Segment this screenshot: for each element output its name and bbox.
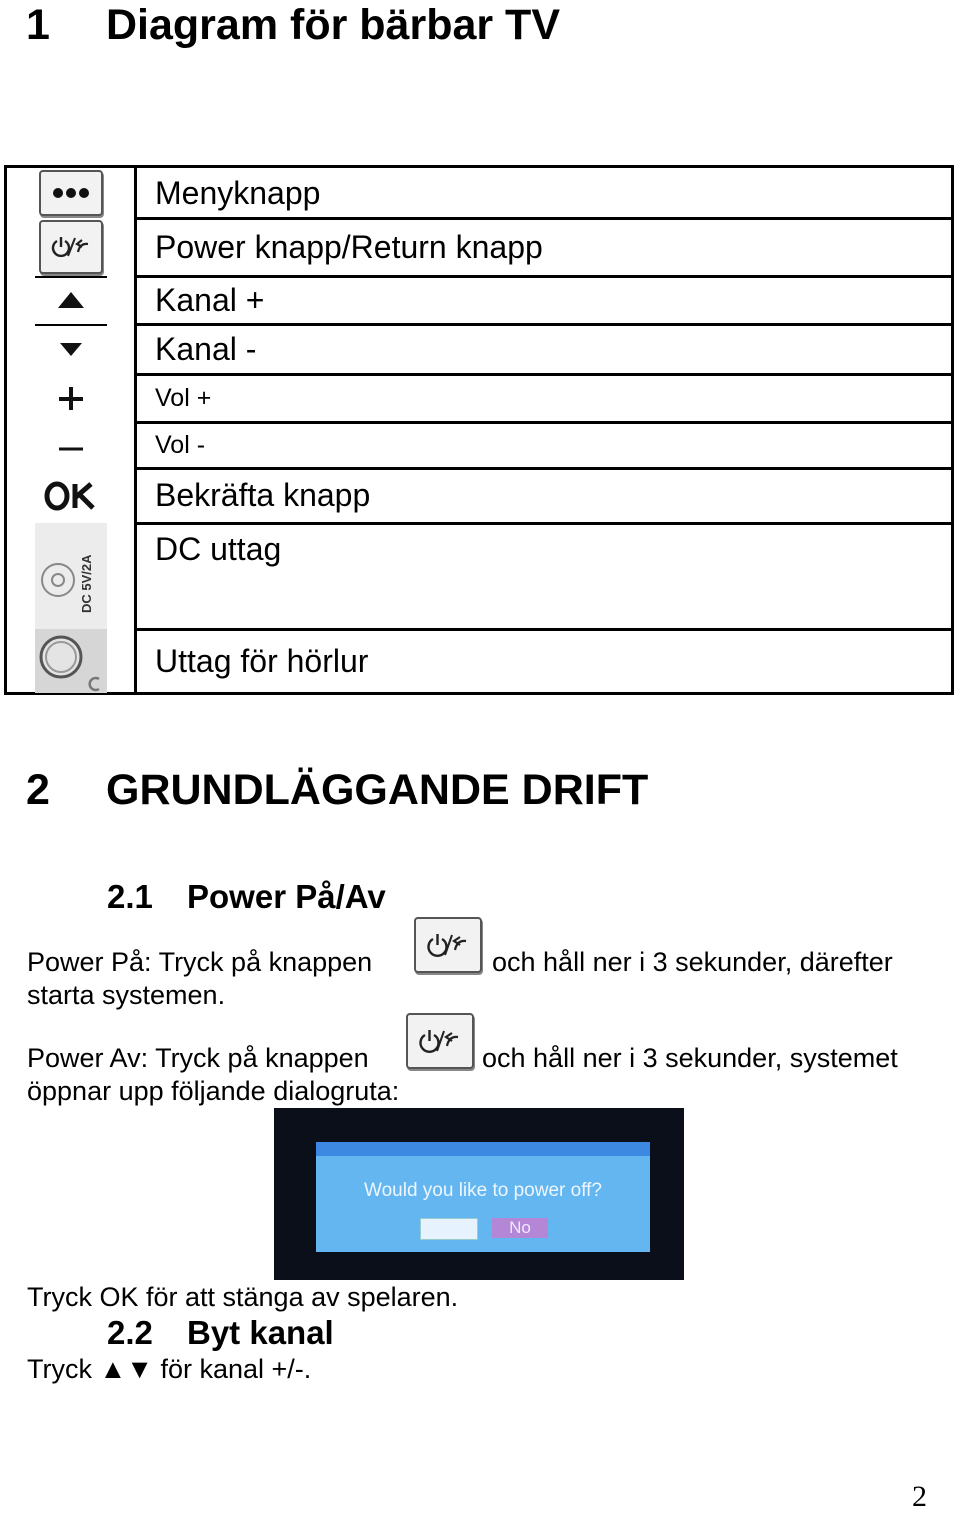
section-1-title: Diagram för bärbar TV	[106, 1, 560, 49]
table-cell-label: DC uttag	[155, 531, 282, 567]
triangle-down-icon	[35, 324, 107, 374]
table-row	[7, 422, 951, 468]
power-on-text-end: och håll ner i 3 sekunder, därefter	[492, 947, 893, 977]
section-2-1-heading	[107, 877, 507, 917]
channel-instruction-start: Tryck	[27, 1354, 92, 1384]
power-off-text-line2: öppnar upp följande dialogruta:	[27, 1076, 400, 1106]
table-row	[7, 168, 951, 218]
section-1-heading	[26, 0, 726, 50]
section-2-2-number: 2.2	[107, 1314, 153, 1351]
table-row	[7, 468, 951, 523]
triangle-up-icon	[35, 276, 107, 324]
table-cell-label: Vol -	[155, 430, 206, 459]
section-2-2-heading	[107, 1313, 507, 1353]
section-2-1-number: 2.1	[107, 878, 153, 915]
power-off-dialog	[316, 1142, 650, 1252]
table-cell-label: Power knapp/Return knapp	[155, 228, 543, 265]
menu-dots-icon	[35, 168, 107, 218]
table-row	[7, 218, 951, 276]
table-cell-label: Kanal -	[155, 330, 257, 367]
table-cell-label: Bekräfta knapp	[155, 477, 371, 513]
power-off-instruction: Tryck OK för att stänga av spelaren.	[27, 1282, 459, 1312]
section-1-number: 1	[26, 1, 50, 49]
section-2-heading	[26, 765, 746, 815]
dc-jack-label: DC 5V/2A	[79, 554, 94, 613]
section-2-2-title: Byt kanal	[187, 1314, 334, 1351]
table-row	[7, 523, 951, 629]
plus-icon	[35, 374, 107, 422]
table-row	[7, 374, 951, 422]
power-key-icon	[414, 917, 482, 973]
dialog-no-button: No	[492, 1218, 548, 1238]
table-row	[7, 324, 951, 374]
section-2-title: GRUNDLÄGGANDE DRIFT	[106, 766, 649, 814]
table-cell-label: Menyknapp	[155, 174, 321, 211]
dialog-yes-button	[420, 1218, 478, 1240]
power-key-icon	[406, 1013, 474, 1069]
table-cell-label: Uttag för hörlur	[155, 642, 369, 679]
table-cell-label: Kanal +	[155, 281, 265, 318]
buttons-table	[4, 165, 954, 695]
power-on-text-line2: starta systemen.	[27, 980, 226, 1010]
section-2-number: 2	[26, 766, 50, 814]
minus-icon	[35, 422, 107, 468]
power-off-text-end: och håll ner i 3 sekunder, systemet	[482, 1043, 898, 1073]
page-number: 2	[912, 1480, 927, 1513]
power-on-text-start: Power På: Tryck på knappen	[27, 947, 373, 977]
ok-icon	[35, 468, 107, 523]
power-off-dialog-image	[274, 1108, 684, 1280]
dc-jack-icon	[35, 523, 107, 629]
channel-arrows-symbol: ▲▼	[99, 1354, 153, 1384]
dialog-question: Would you like to power off?	[364, 1180, 602, 1201]
power-return-icon	[35, 218, 107, 276]
section-2-1-title: Power På/Av	[187, 878, 386, 915]
channel-instruction-end: för kanal +/-.	[160, 1354, 312, 1384]
table-row	[7, 629, 951, 693]
headphone-jack-icon	[35, 629, 107, 693]
channel-instruction	[27, 1353, 311, 1386]
table-cell-label: Vol +	[155, 383, 212, 412]
table-row	[7, 276, 951, 324]
power-off-text-start: Power Av: Tryck på knappen	[27, 1043, 369, 1073]
